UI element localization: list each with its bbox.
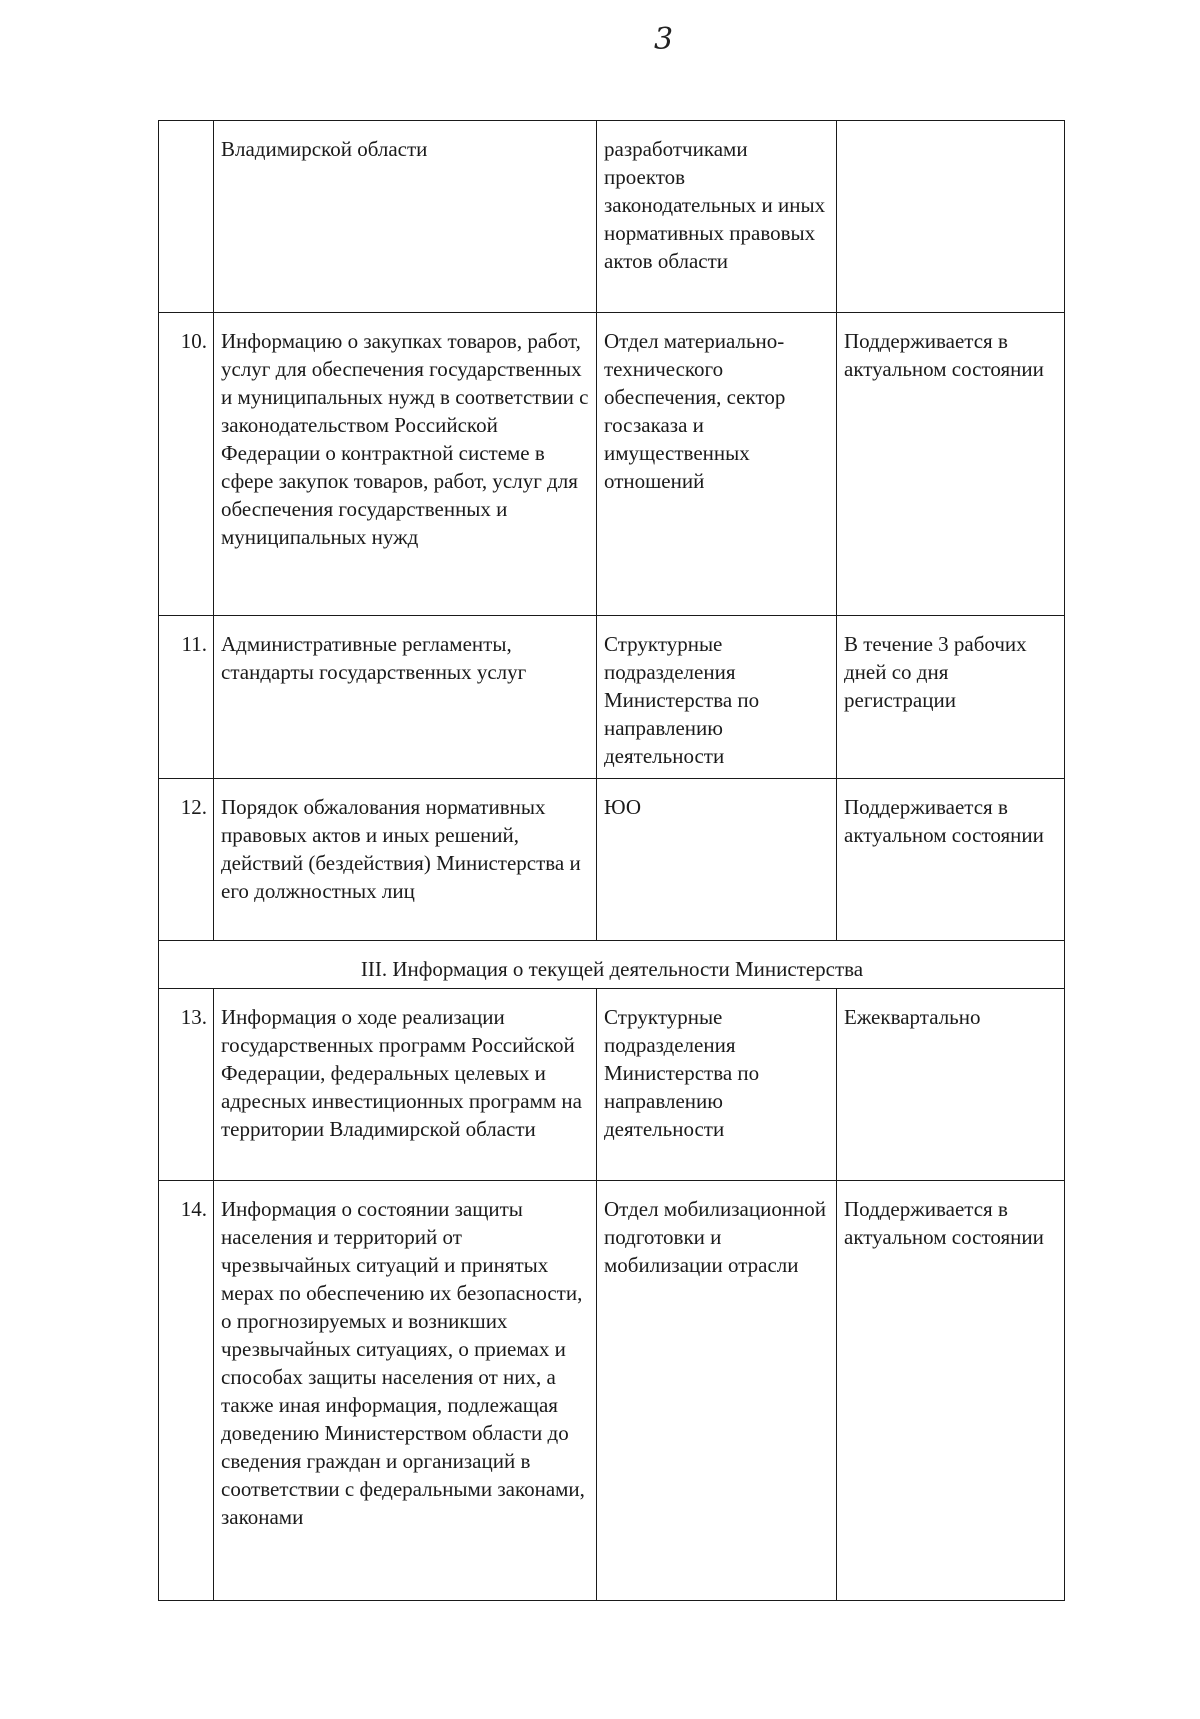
term-cell: Поддерживается в актуальном состоянии — [837, 313, 1065, 616]
responsible-cell: разработчиками проектов законодательных и иных нормативных правовых актов области — [597, 121, 837, 313]
table-row — [159, 779, 1065, 941]
term-cell: Ежеквартально — [837, 989, 1065, 1181]
responsible-cell: Отдел мобилизационной подготовки и мобилизации отрасли — [597, 1181, 837, 1601]
info-cell: Информация о состоянии защиты населения и территорий от чрезвычайных ситуаций и принятых мерах по обеспечению их безопасности, о прогнозируемых и возникших чрезвычайных ситуациях, о приемах и способах защиты населения от них, а также иная информация, подлежащая доведению Министерством области до сведения граждан и организаций в соответствии с федеральными законами, законами — [214, 1181, 597, 1601]
section-heading-row — [159, 941, 1065, 989]
information-table — [158, 120, 1065, 1601]
info-cell: Административные регламенты, стандарты государственных услуг — [214, 616, 597, 779]
row-number-cell: 14. — [159, 1181, 214, 1601]
row-number-cell — [159, 121, 214, 313]
info-cell: Порядок обжалования нормативных правовых актов и иных решений, действий (бездействия) Министерства и его должностных лиц — [214, 779, 597, 941]
section-heading: III. Информация о текущей деятельности Министерства — [159, 941, 1065, 989]
row-number-cell: 11. — [159, 616, 214, 779]
responsible-cell: ЮО — [597, 779, 837, 941]
table-row — [159, 1181, 1065, 1601]
term-cell: Поддерживается в актуальном состоянии — [837, 779, 1065, 941]
term-cell — [837, 121, 1065, 313]
table-row — [159, 121, 1065, 313]
row-number-cell: 13. — [159, 989, 214, 1181]
responsible-cell: Структурные подразделения Министерства по направлению деятельности — [597, 989, 837, 1181]
term-cell: В течение 3 рабочих дней со дня регистрации — [837, 616, 1065, 779]
row-number-cell: 12. — [159, 779, 214, 941]
term-cell: Поддерживается в актуальном состоянии — [837, 1181, 1065, 1601]
table-row — [159, 313, 1065, 616]
responsible-cell: Структурные подразделения Министерства по направлению деятельности — [597, 616, 837, 779]
info-cell: Информацию о закупках товаров, работ, услуг для обеспечения государственных и муниципальных нужд в соответствии с законодательством Российской Федерации о контрактной системе в сфере закупок товаров, работ, услуг для обеспечения государственных и муниципальных нужд — [214, 313, 597, 616]
table-row — [159, 616, 1065, 779]
responsible-cell: Отдел материально-технического обеспечения, сектор госзаказа и имущественных отношений — [597, 313, 837, 616]
page-number: 3 — [654, 22, 674, 57]
info-cell: Владимирской области — [214, 121, 597, 313]
table-row — [159, 989, 1065, 1181]
row-number-cell: 10. — [159, 313, 214, 616]
info-cell: Информация о ходе реализации государственных программ Российской Федерации, федеральных целевых и адресных инвестиционных программ на территории Владимирской области — [214, 989, 597, 1181]
